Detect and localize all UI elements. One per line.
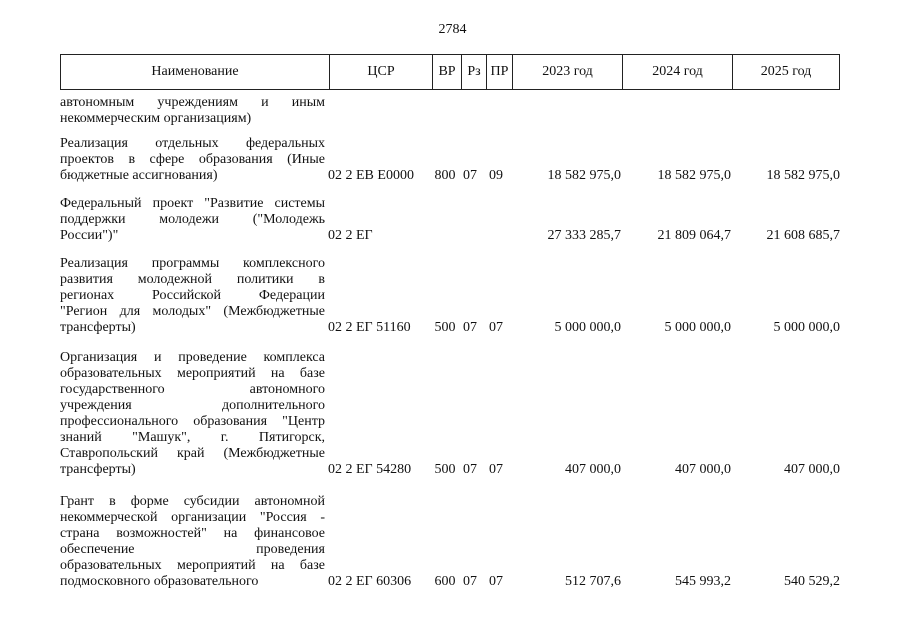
- row-name-line: автономным учреждениям и иным: [60, 95, 325, 110]
- cell-y2025: 407 000,0: [784, 462, 840, 477]
- row-name-line: "Регион для молодых" (Межбюджетные: [60, 304, 325, 319]
- cell-pr: 07: [489, 320, 503, 335]
- row-name-line: обеспечение проведения: [60, 542, 325, 557]
- row-name: [60, 136, 325, 184]
- cell-y2025: 18 582 975,0: [766, 168, 840, 183]
- table-row: [60, 350, 840, 478]
- cell-rz: 07: [463, 574, 477, 589]
- cell-csr: 02 2 ЕГ 51160: [328, 320, 411, 335]
- row-name-line: Реализация отдельных федеральных: [60, 136, 325, 151]
- row-name-line: Организация и проведение комплекса: [60, 350, 325, 365]
- cell-y2024: 407 000,0: [675, 462, 731, 477]
- header-vr: ВР: [432, 55, 461, 89]
- row-name-line: некоммерческой организации "Россия -: [60, 510, 325, 525]
- cell-y2024: 5 000 000,0: [664, 320, 731, 335]
- cell-vr: 800: [434, 168, 456, 183]
- cell-y2023: 18 582 975,0: [547, 168, 621, 183]
- cell-csr: 02 2 ЕГ: [328, 228, 373, 243]
- row-name-line: проектов в сфере образования (Иные: [60, 152, 325, 167]
- cell-csr: 02 2 ЕГ 60306: [328, 574, 412, 589]
- row-name-line: образовательных мероприятий на базе: [60, 366, 325, 381]
- table-header: [60, 54, 840, 90]
- row-name: [60, 196, 325, 244]
- row-name-line: учреждения дополнительного: [60, 398, 325, 413]
- row-name-line: развития молодежной политики в: [60, 272, 325, 287]
- row-name: [60, 350, 325, 478]
- row-name-line: знаний "Машук", г. Пятигорск,: [60, 430, 325, 445]
- cell-y2023: 5 000 000,0: [554, 320, 621, 335]
- cell-pr: 09: [489, 168, 503, 183]
- cell-vr: 500: [434, 320, 456, 335]
- row-name: [60, 494, 325, 590]
- cell-rz: 07: [463, 320, 477, 335]
- row-name-line: Реализация программы комплексного: [60, 256, 325, 271]
- cell-csr: 02 2 ЕГ 54280: [328, 462, 412, 477]
- cell-rz: 07: [463, 168, 477, 183]
- row-name-line: подмосковного образовательного: [60, 574, 259, 589]
- row-name-line: бюджетные ассигнования): [60, 168, 218, 183]
- table-row: [60, 256, 840, 336]
- row-name-line: регионах Российской Федерации: [60, 288, 325, 303]
- row-name-line: государственного автономного: [60, 382, 325, 397]
- header-name: Наименование: [151, 64, 239, 79]
- row-name-line: Ставропольский край (Межбюджетные: [60, 446, 325, 461]
- row-name-line: Грант в форме субсидии автономной: [60, 494, 325, 509]
- cell-y2024: 21 809 064,7: [657, 228, 731, 243]
- row-name-line: страна возможностей" на финансовое: [60, 526, 325, 541]
- header-csr: ЦСР: [329, 55, 432, 89]
- row-name: [60, 95, 325, 127]
- row-name-line: поддержки молодежи ("Молодежь: [60, 212, 325, 227]
- cell-y2023: 27 333 285,7: [547, 228, 621, 243]
- cell-y2025: 540 529,2: [784, 574, 840, 589]
- header-rz: Рз: [461, 55, 486, 89]
- cell-pr: 07: [489, 574, 503, 589]
- header-2024: 2024 год: [622, 55, 732, 89]
- row-name-line: образовательных мероприятий на базе: [60, 558, 325, 573]
- table-row: [60, 196, 840, 244]
- cell-vr: 500: [434, 462, 456, 477]
- row-name-line: некоммерческим организациям): [60, 111, 252, 126]
- cell-y2025: 21 608 685,7: [766, 228, 840, 243]
- header-pr: ПР: [486, 55, 512, 89]
- table-row: [60, 95, 840, 127]
- row-name: [60, 256, 325, 336]
- header-2023: 2023 год: [512, 55, 622, 89]
- cell-vr: 600: [434, 574, 456, 589]
- table-row: [60, 494, 840, 590]
- cell-y2023: 407 000,0: [565, 462, 621, 477]
- cell-y2023: 512 707,6: [565, 574, 621, 589]
- row-name-line: Федеральный проект "Развитие системы: [60, 196, 325, 211]
- row-name-line: России")": [60, 228, 119, 243]
- page-number: 2784: [438, 22, 467, 37]
- row-name-line: профессионального образования "Центр: [60, 414, 325, 429]
- cell-y2024: 18 582 975,0: [657, 168, 731, 183]
- table-row: [60, 136, 840, 184]
- cell-pr: 07: [489, 462, 503, 477]
- cell-csr: 02 2 ЕВ Е0000: [328, 168, 414, 183]
- cell-y2025: 5 000 000,0: [773, 320, 840, 335]
- cell-y2024: 545 993,2: [675, 574, 731, 589]
- cell-rz: 07: [463, 462, 477, 477]
- header-2025: 2025 год: [732, 55, 839, 89]
- row-name-line: трансферты): [60, 320, 136, 335]
- row-name-line: трансферты): [60, 462, 136, 477]
